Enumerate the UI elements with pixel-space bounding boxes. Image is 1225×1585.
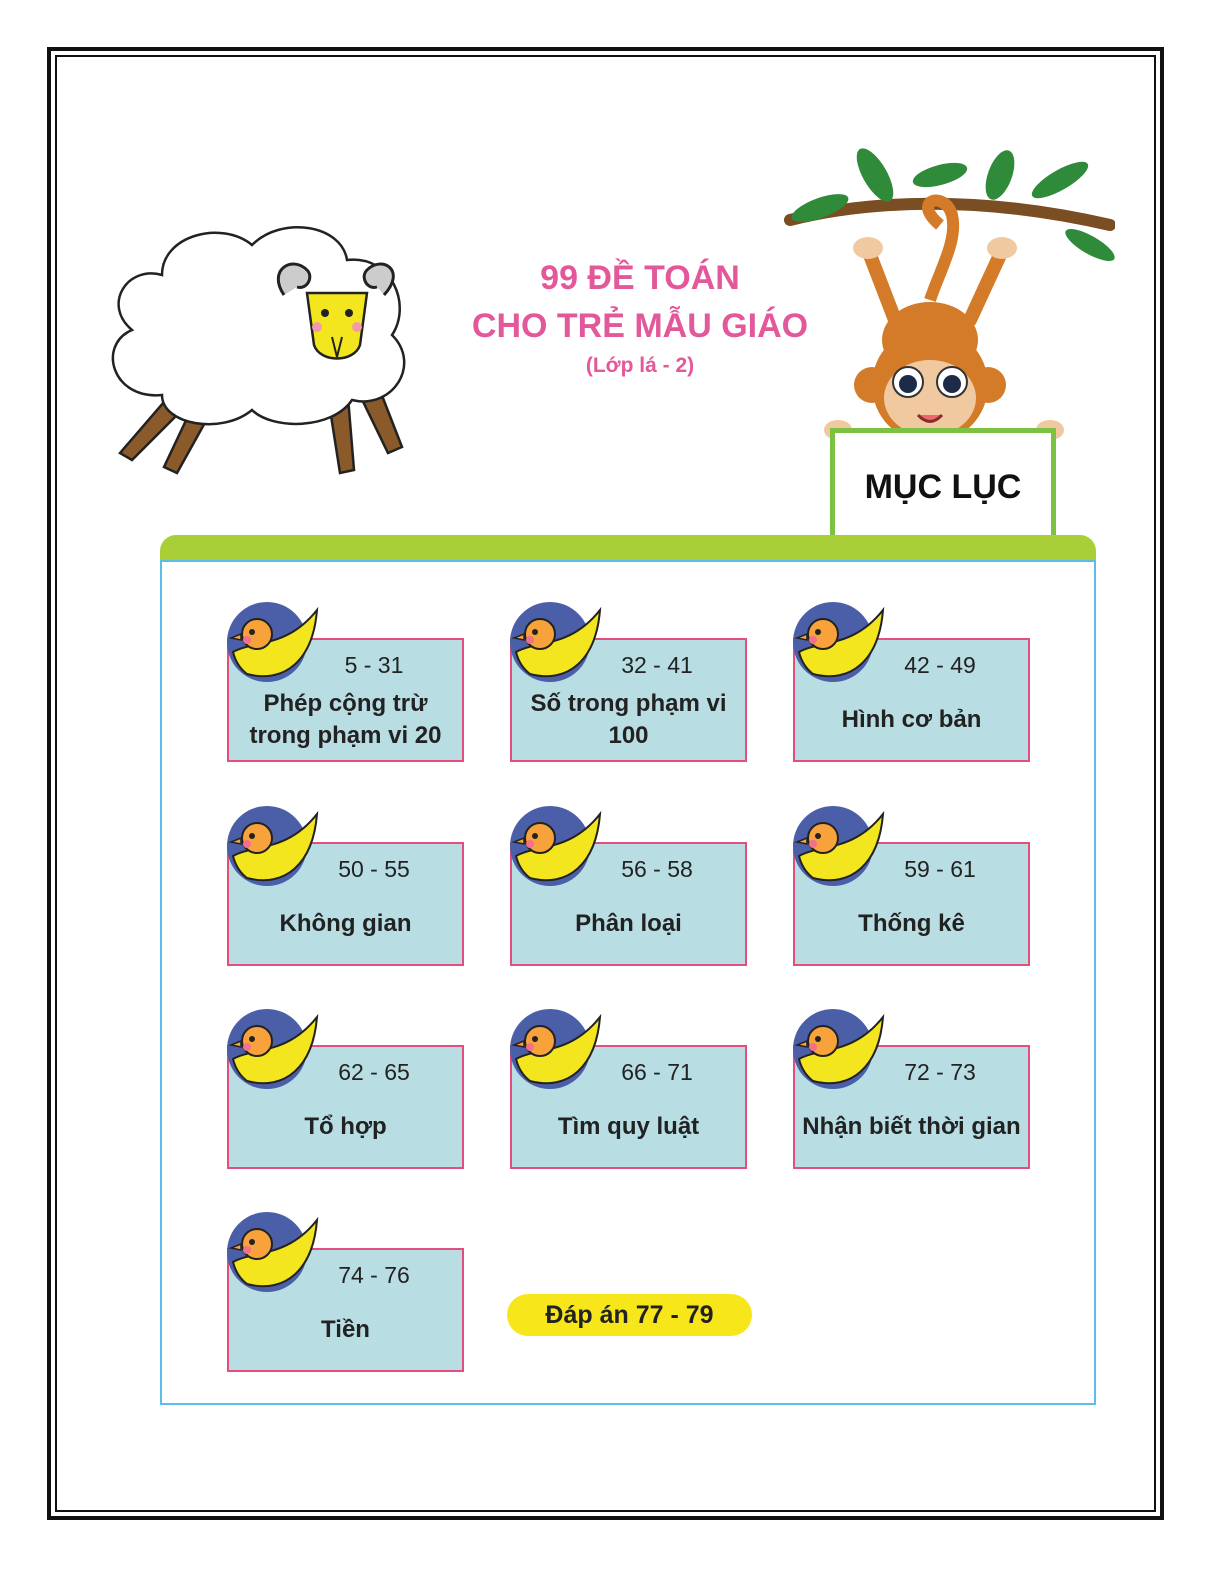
toc-item-title: Tìm quy luật <box>557 1113 700 1140</box>
title-line-2: CHO TRẺ MẪU GIÁO <box>471 307 809 345</box>
bird-icon <box>225 1007 321 1091</box>
bird-icon <box>225 804 321 888</box>
bird-icon <box>791 804 887 888</box>
header-bar <box>160 535 1096 563</box>
toc-item-pages: 50 - 55 <box>338 856 410 882</box>
table-of-contents-sign: MỤC LỤC <box>830 428 1056 546</box>
bird-icon <box>225 600 321 684</box>
toc-item-pages: 62 - 65 <box>338 1059 410 1085</box>
toc-item-pages: 74 - 76 <box>338 1262 410 1288</box>
toc-item-title: Hình cơ bản <box>841 706 982 733</box>
toc-item-title: Nhận biết thời gian <box>802 1113 1021 1140</box>
toc-item-title: Tiền <box>321 1316 370 1343</box>
toc-item-title: Thống kê <box>858 910 965 937</box>
toc-item-pages: 32 - 41 <box>621 652 693 678</box>
toc-item-pages: 42 - 49 <box>904 652 976 678</box>
toc-item-title: Phép cộng trừ trong phạm vi 20 <box>249 690 442 749</box>
toc-item-pages: 56 - 58 <box>621 856 693 882</box>
bird-icon <box>508 600 604 684</box>
bird-icon <box>508 804 604 888</box>
bird-icon <box>225 1210 321 1294</box>
toc-item-pages: 59 - 61 <box>904 856 976 882</box>
toc-item-title: Số trong phạm vi 100 <box>530 690 727 749</box>
toc-item-pages: 5 - 31 <box>344 652 404 678</box>
title-line-3: (Lớp lá - 2) <box>585 354 695 377</box>
toc-item-pages: 72 - 73 <box>904 1059 976 1085</box>
bird-icon <box>508 1007 604 1091</box>
toc-item-title: Phân loại <box>575 910 682 937</box>
sheep-illustration <box>92 215 432 485</box>
toc-item-title: Tổ hợp <box>304 1113 387 1140</box>
bird-icon <box>791 600 887 684</box>
toc-item-title: Không gian <box>279 910 412 937</box>
bird-icon <box>791 1007 887 1091</box>
answers-link[interactable]: Đáp án 77 - 79 <box>507 1294 752 1336</box>
title-line-1: 99 ĐỀ TOÁN <box>540 259 740 297</box>
monkey-illustration <box>780 130 1115 450</box>
toc-item-pages: 66 - 71 <box>621 1059 693 1085</box>
